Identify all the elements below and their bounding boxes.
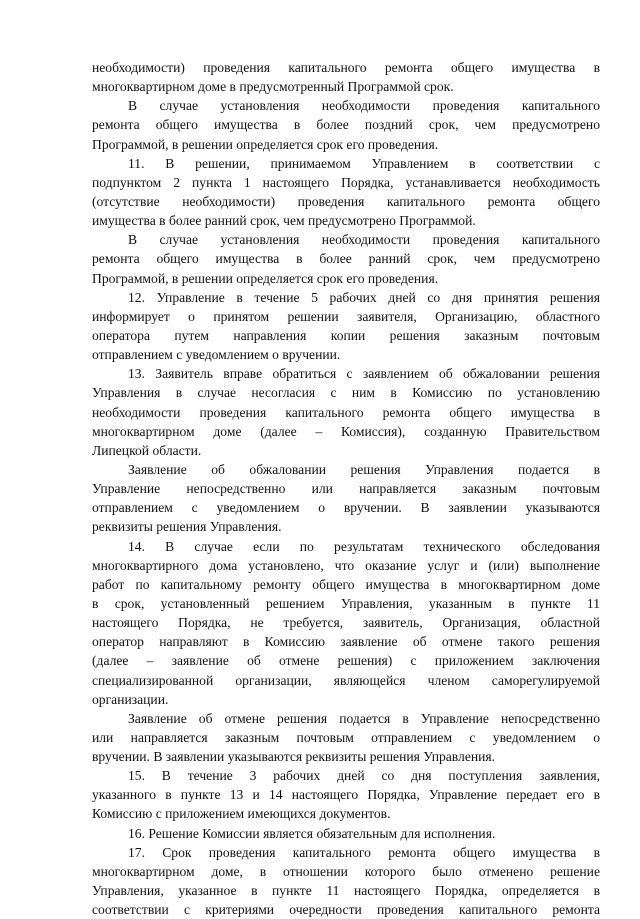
text-line: многоквартирного дома установлено, что оказание услуг и (или) выполнение	[92, 557, 600, 573]
text-line: 12. Управление в течение 5 рабочих дней со дня принятия решения	[128, 289, 600, 305]
text-line: 11. В решении, принимаемом Управлением в соответствии с	[128, 155, 600, 171]
paragraph-p-12	[92, 288, 600, 365]
paragraph-p-13b	[92, 460, 600, 537]
text-line: 15. В течение 3 рабочих дней со дня поступления заявления,	[128, 768, 600, 784]
text-line: Управления, указанное в пункте 11 настоящего Порядка, определяется в	[92, 883, 600, 899]
text-line: 13. Заявитель вправе обратиться с заявлением об обжаловании решения	[128, 366, 600, 382]
paragraph-p-14b	[92, 709, 600, 766]
text-line: оператора путем направления копии решения заказным почтовым	[92, 327, 600, 343]
paragraph-p-cont-10	[92, 58, 600, 96]
text-line: многоквартирном доме (далее – Комиссия), созданную Правительством	[92, 423, 600, 439]
text-line: информирует о принятом решении заявителя, Организацию, областного	[92, 308, 600, 324]
text-line: ремонта общего имущества в более ранний срок, чем предусмотрено	[92, 251, 600, 267]
document-page	[92, 58, 600, 919]
text-line: 16. Решение Комиссии является обязательным для исполнения.	[128, 825, 496, 841]
text-line: Управление непосредственно или направляется заказным почтовым	[92, 481, 600, 497]
text-line: Комиссию с приложением имеющихся документов.	[92, 806, 391, 822]
text-line: работ по капитальному ремонту общего имущества в многоквартирном доме	[92, 576, 600, 592]
text-line: В случае установления необходимости проведения капитального	[128, 232, 600, 248]
text-line: отправлением с уведомлением о вручении. В заявлении указываются	[92, 500, 600, 516]
text-line: настоящего Порядка, не требуется, заявитель, Организация, областной	[92, 615, 600, 631]
text-line: организации.	[92, 691, 169, 707]
text-line: необходимости) проведения капитального ремонта общего имущества в	[92, 60, 600, 75]
text-line: Программой, в решении определяется срок его проведения.	[92, 270, 439, 286]
text-line: отправлением с уведомлением о вручении.	[92, 347, 341, 363]
text-line: многоквартирном доме в предусмотренный Программой срок.	[92, 79, 454, 95]
text-line: Заявление об отмене решения подается в Управление непосредственно	[128, 710, 600, 726]
text-line: соответствии с критериями очередности проведения капитального ремонта	[92, 902, 600, 918]
text-line: подпунктом 2 пункта 1 настоящего Порядка, устанавливается необходимость	[92, 174, 600, 190]
paragraph-p-16	[92, 824, 600, 843]
paragraph-p-11b	[92, 230, 600, 287]
text-line: имущества в более ранний срок, чем предусмотрено Программой.	[92, 213, 476, 229]
paragraph-p-13	[92, 364, 600, 460]
paragraph-p-11	[92, 154, 600, 231]
text-line: Липецкой области.	[92, 442, 202, 458]
text-line: вручении. В заявлении указываются реквизиты решения Управления.	[92, 749, 496, 765]
text-line: оператор направляют в Комиссию заявление об отмене такого решения	[92, 634, 600, 650]
text-line: или направляется заказным почтовым отправлением с уведомлением о	[92, 729, 600, 745]
text-line: Программой, в решении определяется срок его проведения.	[92, 136, 439, 152]
text-line: указанного в пункте 13 и 14 настоящего Порядка, Управление передает его в	[92, 787, 600, 803]
text-line: ремонта общего имущества в более поздний срок, чем предусмотрено	[92, 117, 600, 133]
text-line: (далее – заявление об отмене решения) с приложением заключения	[92, 653, 600, 669]
text-line: В случае установления необходимости проведения капитального	[128, 98, 600, 114]
text-line: Управления в случае несогласия с ним в Комиссию по установлению	[92, 385, 600, 401]
text-line: в срок, установленный решением Управления, указанным в пункте 11	[92, 595, 600, 611]
text-line: (отсутствие необходимости) проведения капитального ремонта общего	[92, 193, 600, 209]
text-line: 17. Срок проведения капитального ремонта общего имущества в	[128, 844, 600, 860]
text-line: реквизиты решения Управления.	[92, 519, 282, 535]
paragraph-p-15	[92, 766, 600, 823]
text-line: многоквартирном доме, в отношении которого было отменено решение	[92, 863, 600, 879]
text-line: Заявление об обжаловании решения Управления подается в	[128, 461, 600, 477]
paragraph-p-14	[92, 537, 600, 709]
paragraph-p-17	[92, 843, 600, 919]
text-line: 14. В случае если по результатам технического обследования	[128, 538, 600, 554]
text-line: необходимости проведения капитального ремонта общего имущества в	[92, 404, 600, 420]
paragraph-p-10b	[92, 96, 600, 153]
text-line: специализированной организации, являющейся членом саморегулируемой	[92, 672, 600, 688]
